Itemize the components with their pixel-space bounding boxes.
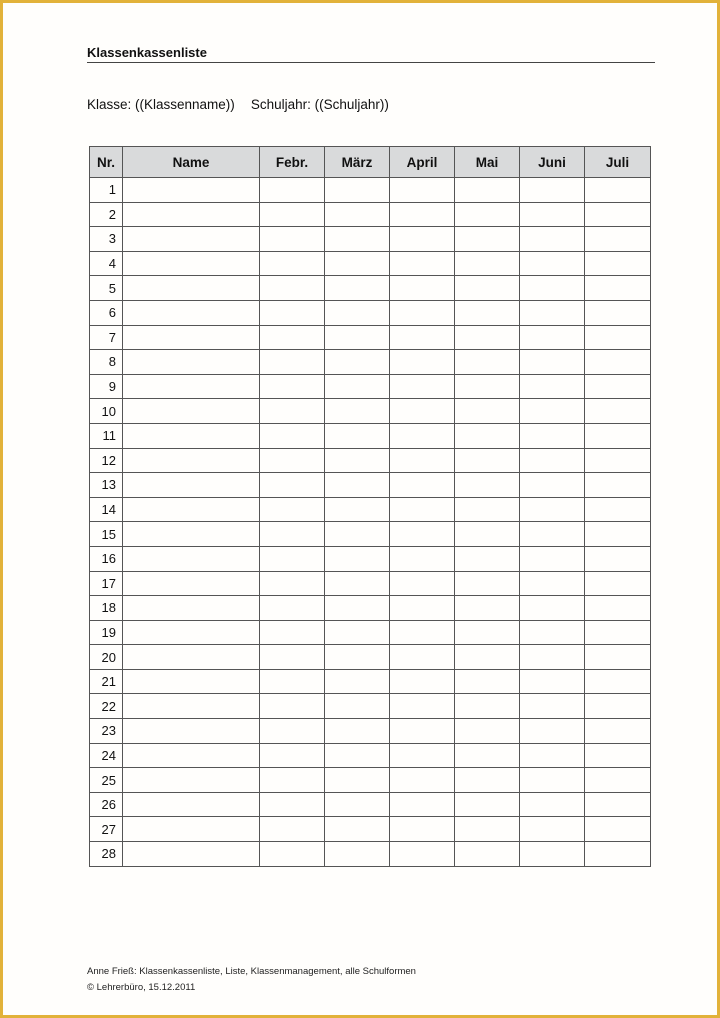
amount-cell[interactable] (260, 325, 325, 350)
amount-cell[interactable] (520, 743, 585, 768)
row-number: 4 (90, 251, 123, 276)
amount-cell[interactable] (325, 792, 390, 817)
name-cell[interactable] (123, 374, 260, 399)
amount-cell[interactable] (325, 571, 390, 596)
amount-cell[interactable] (325, 178, 390, 203)
row-number: 21 (90, 669, 123, 694)
amount-cell[interactable] (390, 399, 455, 424)
amount-cell[interactable] (325, 300, 390, 325)
table-row (90, 768, 651, 793)
table-row (90, 423, 651, 448)
amount-cell[interactable] (455, 178, 520, 203)
table-row (90, 497, 651, 522)
amount-cell[interactable] (520, 350, 585, 375)
amount-cell[interactable] (585, 325, 651, 350)
row-number: 24 (90, 743, 123, 768)
amount-cell[interactable] (585, 251, 651, 276)
amount-cell[interactable] (455, 227, 520, 252)
row-number: 14 (90, 497, 123, 522)
amount-cell[interactable] (455, 350, 520, 375)
amount-cell[interactable] (390, 546, 455, 571)
table-row (90, 596, 651, 621)
name-cell[interactable] (123, 325, 260, 350)
table-row (90, 743, 651, 768)
row-number: 16 (90, 546, 123, 571)
table-row (90, 350, 651, 375)
name-cell[interactable] (123, 473, 260, 498)
name-cell[interactable] (123, 178, 260, 203)
amount-cell[interactable] (325, 596, 390, 621)
amount-cell[interactable] (585, 669, 651, 694)
amount-cell[interactable] (585, 448, 651, 473)
amount-cell[interactable] (585, 473, 651, 498)
amount-cell[interactable] (390, 596, 455, 621)
amount-cell[interactable] (520, 522, 585, 547)
row-number: 23 (90, 719, 123, 744)
table-row (90, 276, 651, 301)
row-number: 2 (90, 202, 123, 227)
amount-cell[interactable] (520, 276, 585, 301)
column-header-febr: Febr. (260, 147, 325, 178)
amount-cell[interactable] (325, 743, 390, 768)
row-number: 3 (90, 227, 123, 252)
amount-cell[interactable] (325, 620, 390, 645)
table-row (90, 374, 651, 399)
table-row (90, 522, 651, 547)
amount-cell[interactable] (390, 350, 455, 375)
class-fund-table (89, 146, 651, 867)
amount-cell[interactable] (390, 768, 455, 793)
amount-cell[interactable] (520, 571, 585, 596)
amount-cell[interactable] (585, 202, 651, 227)
name-cell[interactable] (123, 571, 260, 596)
amount-cell[interactable] (390, 792, 455, 817)
row-number: 26 (90, 792, 123, 817)
amount-cell[interactable] (520, 423, 585, 448)
table-row (90, 178, 651, 203)
amount-cell[interactable] (455, 473, 520, 498)
amount-cell[interactable] (455, 497, 520, 522)
amount-cell[interactable] (455, 719, 520, 744)
table-row (90, 719, 651, 744)
amount-cell[interactable] (520, 399, 585, 424)
amount-cell[interactable] (325, 399, 390, 424)
table-row (90, 300, 651, 325)
amount-cell[interactable] (390, 448, 455, 473)
row-number: 1 (90, 178, 123, 203)
name-cell[interactable] (123, 694, 260, 719)
amount-cell[interactable] (455, 743, 520, 768)
row-number: 10 (90, 399, 123, 424)
name-cell[interactable] (123, 350, 260, 375)
amount-cell[interactable] (520, 178, 585, 203)
amount-cell[interactable] (455, 792, 520, 817)
amount-cell[interactable] (585, 546, 651, 571)
table-row (90, 842, 651, 867)
name-cell[interactable] (123, 842, 260, 867)
name-cell[interactable] (123, 251, 260, 276)
table-row (90, 473, 651, 498)
amount-cell[interactable] (325, 817, 390, 842)
amount-cell[interactable] (325, 497, 390, 522)
column-header-april: April (390, 147, 455, 178)
amount-cell[interactable] (260, 374, 325, 399)
amount-cell[interactable] (455, 817, 520, 842)
amount-cell[interactable] (390, 276, 455, 301)
amount-cell[interactable] (325, 350, 390, 375)
amount-cell[interactable] (325, 325, 390, 350)
amount-cell[interactable] (585, 645, 651, 670)
row-number: 20 (90, 645, 123, 670)
footer-credit: Anne Frieß: Klassenkassenliste, Liste, Klassenmanagement, alle Schulformen (87, 966, 416, 977)
amount-cell[interactable] (260, 768, 325, 793)
amount-cell[interactable] (390, 300, 455, 325)
row-number: 6 (90, 300, 123, 325)
row-number: 12 (90, 448, 123, 473)
amount-cell[interactable] (455, 300, 520, 325)
amount-cell[interactable] (390, 645, 455, 670)
amount-cell[interactable] (585, 178, 651, 203)
name-cell[interactable] (123, 792, 260, 817)
amount-cell[interactable] (585, 694, 651, 719)
column-header-juli: Juli (585, 147, 651, 178)
amount-cell[interactable] (520, 596, 585, 621)
amount-cell[interactable] (585, 842, 651, 867)
amount-cell[interactable] (390, 719, 455, 744)
table-body (90, 178, 651, 867)
amount-cell[interactable] (260, 571, 325, 596)
amount-cell[interactable] (325, 694, 390, 719)
amount-cell[interactable] (585, 792, 651, 817)
amount-cell[interactable] (390, 497, 455, 522)
amount-cell[interactable] (520, 719, 585, 744)
amount-cell[interactable] (585, 719, 651, 744)
name-cell[interactable] (123, 645, 260, 670)
name-cell[interactable] (123, 669, 260, 694)
amount-cell[interactable] (390, 571, 455, 596)
amount-cell[interactable] (390, 325, 455, 350)
amount-cell[interactable] (325, 522, 390, 547)
amount-cell[interactable] (325, 768, 390, 793)
amount-cell[interactable] (325, 669, 390, 694)
amount-cell[interactable] (455, 645, 520, 670)
amount-cell[interactable] (520, 374, 585, 399)
amount-cell[interactable] (585, 276, 651, 301)
amount-cell[interactable] (585, 620, 651, 645)
amount-cell[interactable] (260, 473, 325, 498)
name-cell[interactable] (123, 448, 260, 473)
table-row (90, 645, 651, 670)
amount-cell[interactable] (585, 817, 651, 842)
amount-cell[interactable] (520, 817, 585, 842)
amount-cell[interactable] (260, 448, 325, 473)
amount-cell[interactable] (520, 325, 585, 350)
amount-cell[interactable] (260, 497, 325, 522)
amount-cell[interactable] (585, 350, 651, 375)
amount-cell[interactable] (390, 227, 455, 252)
amount-cell[interactable] (390, 251, 455, 276)
table-header-row (90, 147, 651, 178)
amount-cell[interactable] (455, 546, 520, 571)
amount-cell[interactable] (260, 423, 325, 448)
amount-cell[interactable] (390, 423, 455, 448)
amount-cell[interactable] (585, 768, 651, 793)
amount-cell[interactable] (390, 202, 455, 227)
row-number: 19 (90, 620, 123, 645)
amount-cell[interactable] (325, 423, 390, 448)
name-cell[interactable] (123, 497, 260, 522)
amount-cell[interactable] (390, 669, 455, 694)
amount-cell[interactable] (390, 374, 455, 399)
amount-cell[interactable] (325, 374, 390, 399)
row-number: 18 (90, 596, 123, 621)
amount-cell[interactable] (260, 227, 325, 252)
name-cell[interactable] (123, 817, 260, 842)
amount-cell[interactable] (455, 842, 520, 867)
amount-cell[interactable] (325, 645, 390, 670)
amount-cell[interactable] (260, 300, 325, 325)
amount-cell[interactable] (260, 743, 325, 768)
class-label: Klasse: ((Klassenname)) (87, 97, 235, 112)
amount-cell[interactable] (260, 178, 325, 203)
table-row (90, 817, 651, 842)
amount-cell[interactable] (390, 620, 455, 645)
amount-cell[interactable] (585, 571, 651, 596)
footer-copyright: © Lehrerbüro, 15.12.2011 (87, 982, 196, 993)
table-row (90, 571, 651, 596)
amount-cell[interactable] (260, 202, 325, 227)
amount-cell[interactable] (390, 842, 455, 867)
amount-cell[interactable] (455, 768, 520, 793)
amount-cell[interactable] (520, 448, 585, 473)
column-header-nr: Nr. (90, 147, 123, 178)
amount-cell[interactable] (585, 596, 651, 621)
name-cell[interactable] (123, 423, 260, 448)
column-header-mai: Mai (455, 147, 520, 178)
amount-cell[interactable] (455, 522, 520, 547)
amount-cell[interactable] (260, 694, 325, 719)
amount-cell[interactable] (585, 743, 651, 768)
amount-cell[interactable] (390, 522, 455, 547)
name-cell[interactable] (123, 620, 260, 645)
column-header-maerz: März (325, 147, 390, 178)
amount-cell[interactable] (260, 399, 325, 424)
amount-cell[interactable] (455, 399, 520, 424)
amount-cell[interactable] (325, 842, 390, 867)
name-cell[interactable] (123, 743, 260, 768)
amount-cell[interactable] (520, 546, 585, 571)
amount-cell[interactable] (260, 251, 325, 276)
amount-cell[interactable] (585, 300, 651, 325)
amount-cell[interactable] (325, 251, 390, 276)
name-cell[interactable] (123, 300, 260, 325)
amount-cell[interactable] (520, 792, 585, 817)
name-cell[interactable] (123, 227, 260, 252)
amount-cell[interactable] (455, 325, 520, 350)
name-cell[interactable] (123, 768, 260, 793)
row-number: 11 (90, 423, 123, 448)
amount-cell[interactable] (585, 374, 651, 399)
amount-cell[interactable] (260, 792, 325, 817)
amount-cell[interactable] (520, 768, 585, 793)
row-number: 9 (90, 374, 123, 399)
table-row (90, 202, 651, 227)
amount-cell[interactable] (260, 546, 325, 571)
table-row (90, 251, 651, 276)
class-info-line (87, 97, 389, 112)
amount-cell[interactable] (520, 842, 585, 867)
amount-cell[interactable] (585, 399, 651, 424)
amount-cell[interactable] (260, 645, 325, 670)
amount-cell[interactable] (390, 473, 455, 498)
amount-cell[interactable] (455, 251, 520, 276)
row-number: 28 (90, 842, 123, 867)
amount-cell[interactable] (585, 423, 651, 448)
row-number: 7 (90, 325, 123, 350)
amount-cell[interactable] (455, 448, 520, 473)
amount-cell[interactable] (520, 497, 585, 522)
amount-cell[interactable] (455, 202, 520, 227)
amount-cell[interactable] (455, 276, 520, 301)
amount-cell[interactable] (455, 596, 520, 621)
name-cell[interactable] (123, 522, 260, 547)
amount-cell[interactable] (390, 694, 455, 719)
amount-cell[interactable] (520, 669, 585, 694)
amount-cell[interactable] (325, 202, 390, 227)
amount-cell[interactable] (325, 473, 390, 498)
table-row (90, 325, 651, 350)
amount-cell[interactable] (390, 743, 455, 768)
amount-cell[interactable] (455, 423, 520, 448)
row-number: 17 (90, 571, 123, 596)
amount-cell[interactable] (325, 719, 390, 744)
table-row (90, 669, 651, 694)
row-number: 15 (90, 522, 123, 547)
name-cell[interactable] (123, 202, 260, 227)
amount-cell[interactable] (325, 276, 390, 301)
row-number: 27 (90, 817, 123, 842)
table-row (90, 448, 651, 473)
school-year-label: Schuljahr: ((Schuljahr)) (250, 97, 389, 112)
amount-cell[interactable] (455, 694, 520, 719)
amount-cell[interactable] (455, 571, 520, 596)
amount-cell[interactable] (325, 227, 390, 252)
amount-cell[interactable] (520, 473, 585, 498)
amount-cell[interactable] (520, 227, 585, 252)
name-cell[interactable] (123, 546, 260, 571)
table-row (90, 227, 651, 252)
title-divider (87, 62, 655, 63)
amount-cell[interactable] (520, 645, 585, 670)
row-number: 25 (90, 768, 123, 793)
table-row (90, 792, 651, 817)
row-number: 22 (90, 694, 123, 719)
amount-cell[interactable] (390, 178, 455, 203)
amount-cell[interactable] (520, 251, 585, 276)
document-title: Klassenkassenliste (87, 45, 207, 60)
amount-cell[interactable] (260, 842, 325, 867)
amount-cell[interactable] (455, 669, 520, 694)
amount-cell[interactable] (260, 719, 325, 744)
amount-cell[interactable] (585, 497, 651, 522)
amount-cell[interactable] (325, 448, 390, 473)
amount-cell[interactable] (520, 620, 585, 645)
row-number: 5 (90, 276, 123, 301)
table-row (90, 399, 651, 424)
column-header-name: Name (123, 147, 260, 178)
amount-cell[interactable] (520, 202, 585, 227)
name-cell[interactable] (123, 276, 260, 301)
name-cell[interactable] (123, 399, 260, 424)
amount-cell[interactable] (260, 522, 325, 547)
amount-cell[interactable] (260, 817, 325, 842)
amount-cell[interactable] (390, 817, 455, 842)
column-header-juni: Juni (520, 147, 585, 178)
table-row (90, 694, 651, 719)
amount-cell[interactable] (585, 522, 651, 547)
amount-cell[interactable] (455, 620, 520, 645)
amount-cell[interactable] (520, 300, 585, 325)
amount-cell[interactable] (325, 546, 390, 571)
name-cell[interactable] (123, 596, 260, 621)
amount-cell[interactable] (585, 227, 651, 252)
amount-cell[interactable] (520, 694, 585, 719)
amount-cell[interactable] (260, 620, 325, 645)
amount-cell[interactable] (455, 374, 520, 399)
amount-cell[interactable] (260, 276, 325, 301)
amount-cell[interactable] (260, 669, 325, 694)
amount-cell[interactable] (260, 350, 325, 375)
name-cell[interactable] (123, 719, 260, 744)
table-row (90, 620, 651, 645)
row-number: 8 (90, 350, 123, 375)
table-row (90, 546, 651, 571)
amount-cell[interactable] (260, 596, 325, 621)
row-number: 13 (90, 473, 123, 498)
